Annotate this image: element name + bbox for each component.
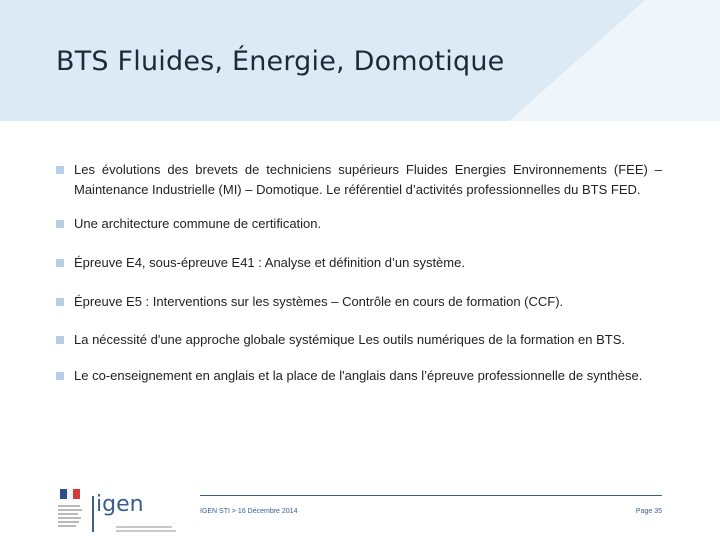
bullet-marker-icon <box>56 166 64 174</box>
bullet-text: La nécessité d'une approche globale systémique Les outils numériques de la formation en BTS. <box>74 332 625 347</box>
bullet-item <box>56 214 662 234</box>
bullet-marker-icon <box>56 372 64 380</box>
republique-francaise-logo-icon <box>56 489 84 531</box>
bullet-item <box>56 292 662 312</box>
footer-divider <box>200 495 662 496</box>
bullet-marker-icon <box>56 220 64 228</box>
bullet-marker-icon <box>56 336 64 344</box>
bullet-marker-icon <box>56 259 64 267</box>
igen-logo <box>92 492 184 536</box>
footer-page-number: Page 35 <box>635 508 662 515</box>
bullet-list <box>56 160 662 386</box>
igen-logo-text: igen <box>96 492 144 517</box>
bullet-text: Une architecture commune de certification. <box>74 216 322 231</box>
bullet-item <box>56 253 662 273</box>
bullet-text: Les évolutions des brevets de techniciens supérieurs Fluides Energies Environnements (FEE) – Maintenance Industrielle (MI) – Domotique. Le référentiel d’activités professionnelles du BTS FED. <box>74 162 662 197</box>
slide-title: BTS Fluides, Énergie, Domotique <box>56 46 505 77</box>
footer-event-text: IGEN STI > 16 Décembre 2014 <box>200 508 298 515</box>
bullet-item <box>56 160 662 200</box>
bullet-text: Le co-enseignement en anglais et la place de l'anglais dans l’épreuve professionnelle de synthèse. <box>74 368 643 383</box>
bullet-item <box>56 366 662 386</box>
bullet-text: Épreuve E4, sous-épreuve E41 : Analyse et définition d’un système. <box>74 255 465 270</box>
bullet-item <box>56 330 662 350</box>
bullet-text: Épreuve E5 : Interventions sur les systèmes – Contrôle en cours de formation (CCF). <box>74 294 564 309</box>
bullet-marker-icon <box>56 298 64 306</box>
igen-logo-bar <box>92 496 94 532</box>
